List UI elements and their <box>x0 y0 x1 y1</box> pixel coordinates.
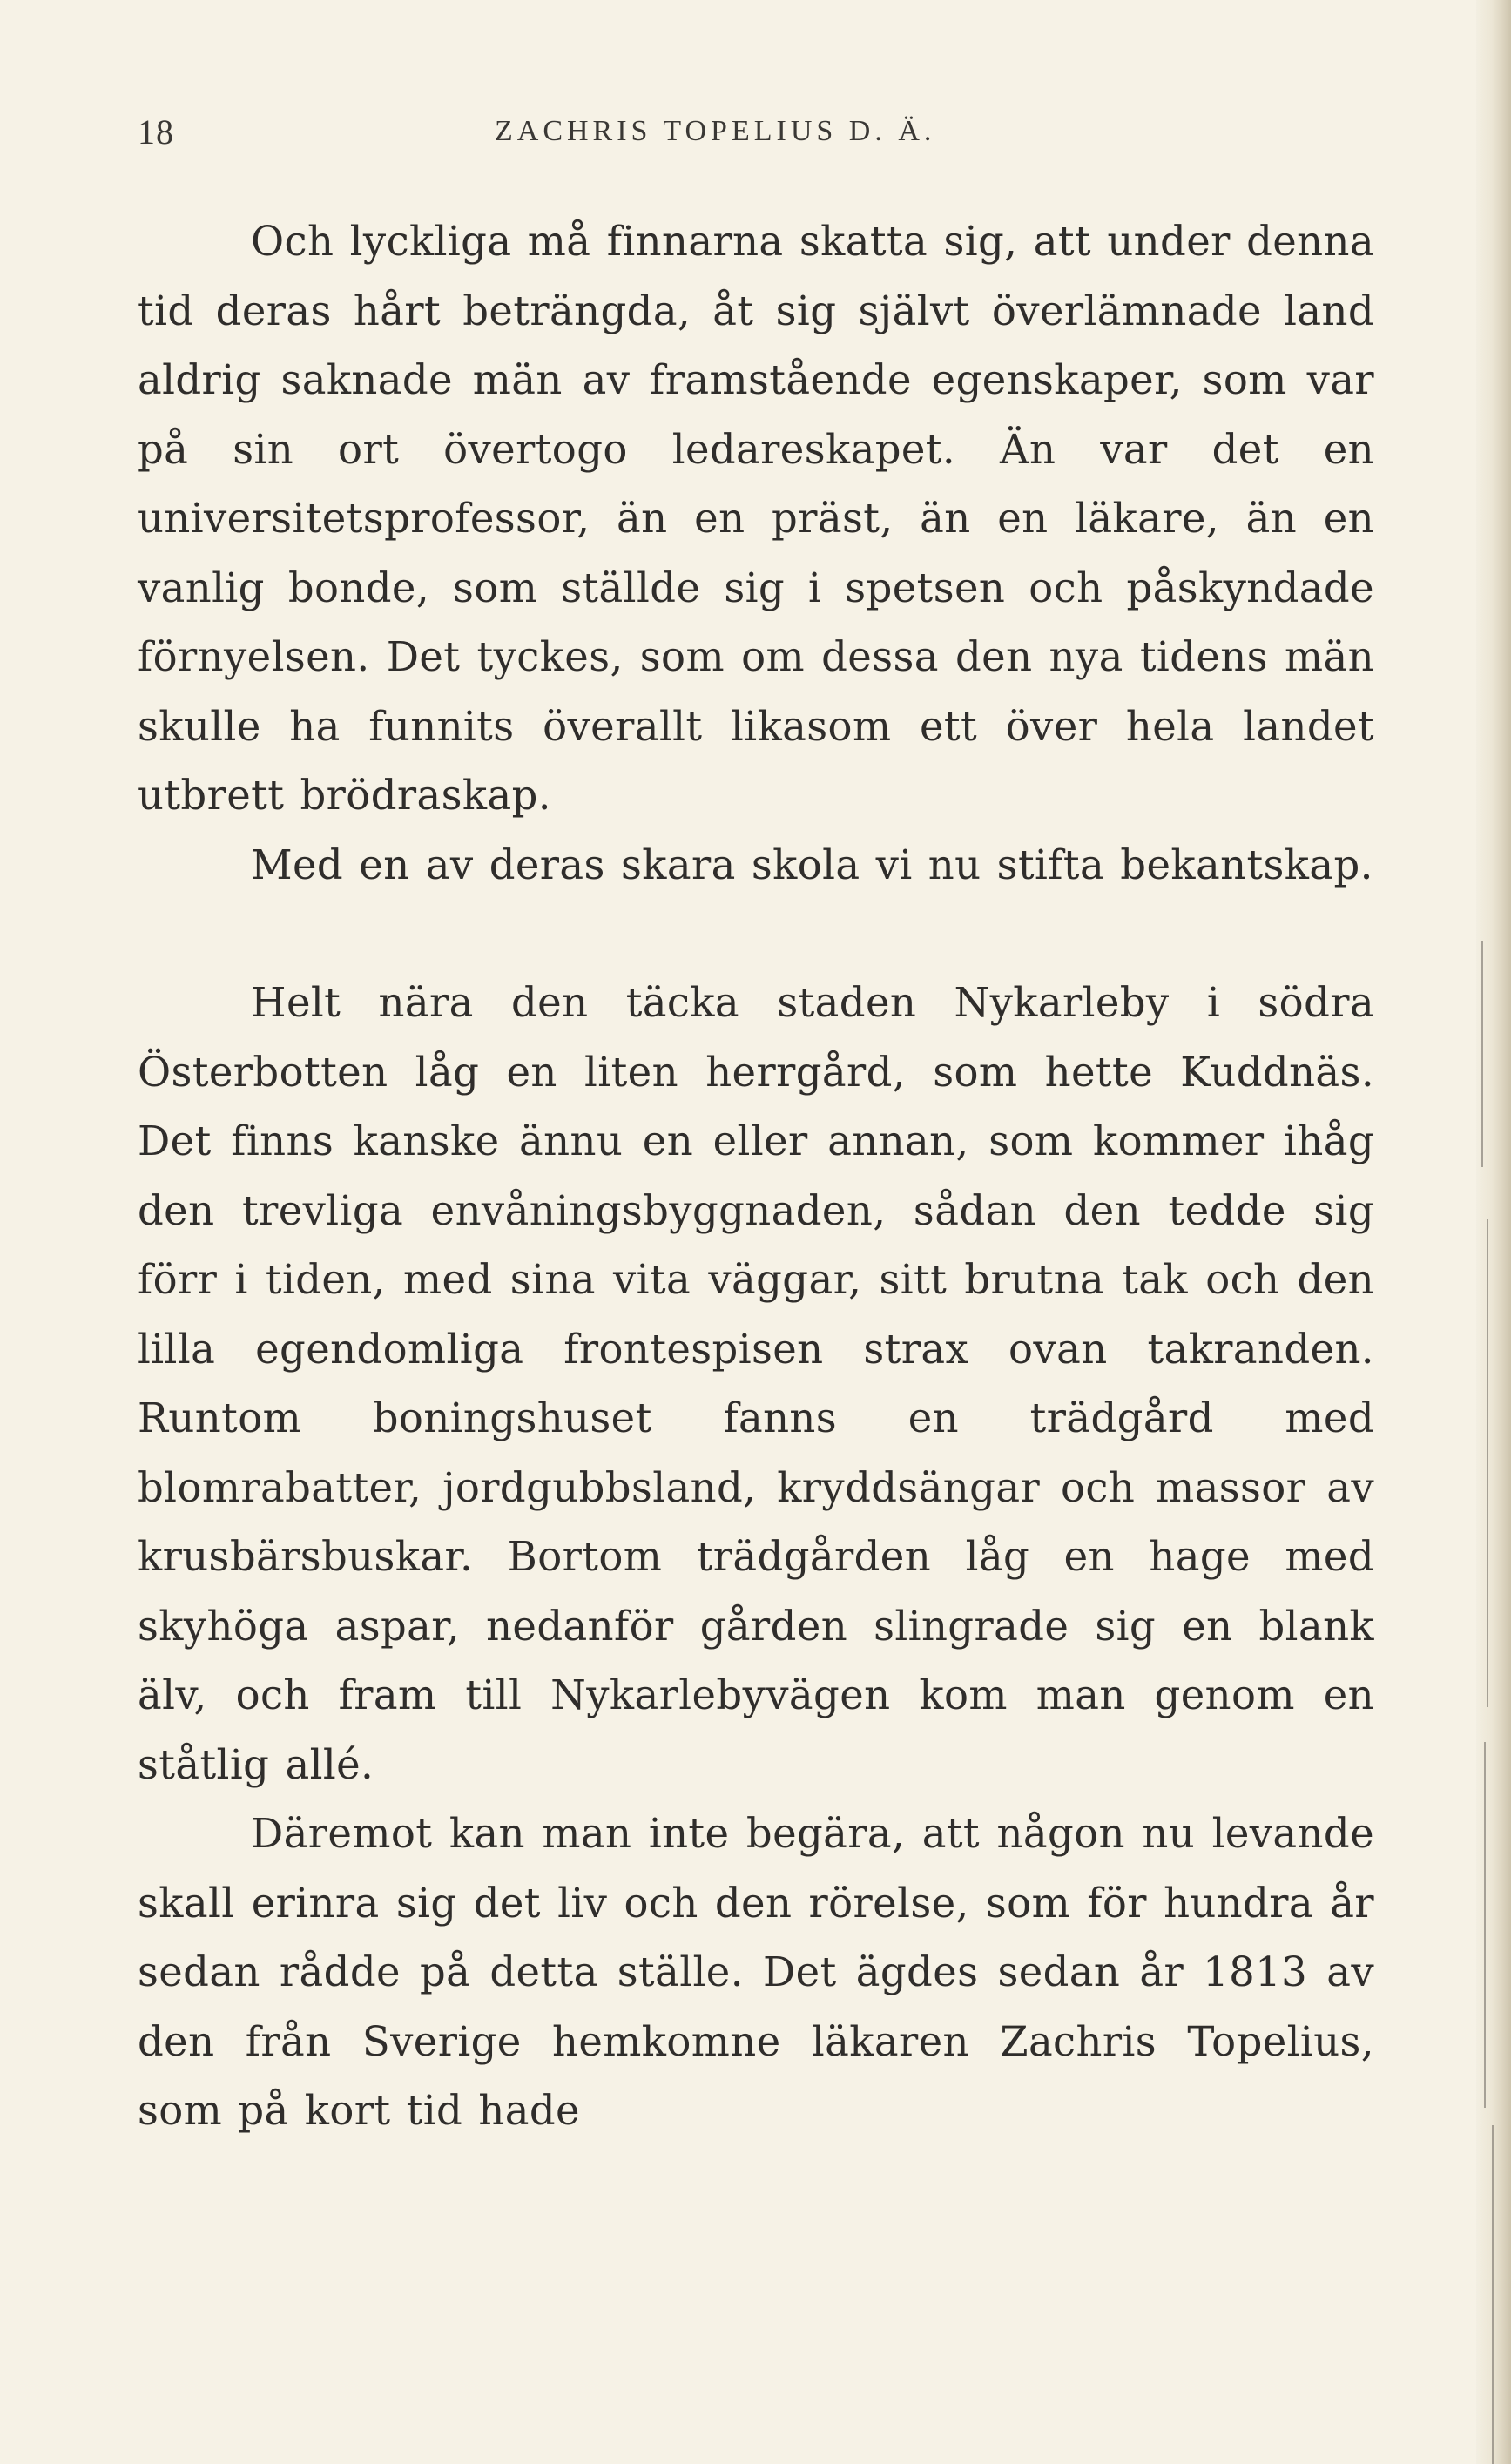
page-number: 18 <box>138 112 174 152</box>
page-header <box>138 111 1374 155</box>
running-title: ZACHRIS TOPELIUS D. Ä. <box>495 115 936 147</box>
section-gap <box>138 900 1374 969</box>
paragraph-2: Med en av deras skara skola vi nu stifta bekantskap. <box>251 840 1373 888</box>
page-edge <box>1476 0 1511 2464</box>
body-text <box>138 207 1374 2146</box>
paragraph-1: Och lyckliga må finnarna skatta sig, att under denna tid deras hårt beträngda, åt sig självt överlämnade land aldrig saknade män av framstående egenskaper, som var på sin ort övertogo ledareskapet. Än var det en universitetsprofessor, än en präst, än en läkare, än en vanlig bonde, som ställde sig i spetsen och påskyndade förnyelsen. Det tyckes, som om dessa den nya tidens män skulle ha funnits överallt likasom ett över hela landet utbrett brödraskap. <box>138 218 1374 819</box>
paragraph-3: Helt nära den täcka staden Nykarleby i södra Österbotten låg en liten herrgård, som hette Kuddnäs. Det finns kanske ännu en eller annan, som kommer ihåg den trevliga envåningsbyggnaden, sådan den tedde sig förr i tiden, med sina vita väggar, sitt brutna tak och den lilla egendomliga frontespisen strax ovan takranden. Runtom boningshuset fanns en trädgård med blomrabatter, jordgubbsland, kryddsängar och massor av krusbärsbuskar. Bortom trädgården låg en hage med skyhöga aspar, nedanför gården slingrade sig en blank älv, och fram till Nykarlebyvägen kom man genom en ståtlig allé. <box>138 979 1374 1788</box>
paragraph-4: Däremot kan man inte begära, att någon nu levande skall erinra sig det liv och den rörelse, som för hundra år sedan rådde på detta ställe. Det ägdes sedan år 1813 av den från Sverige hemkomne läkaren Zachris Topelius, som på kort tid hade <box>138 1810 1374 2134</box>
